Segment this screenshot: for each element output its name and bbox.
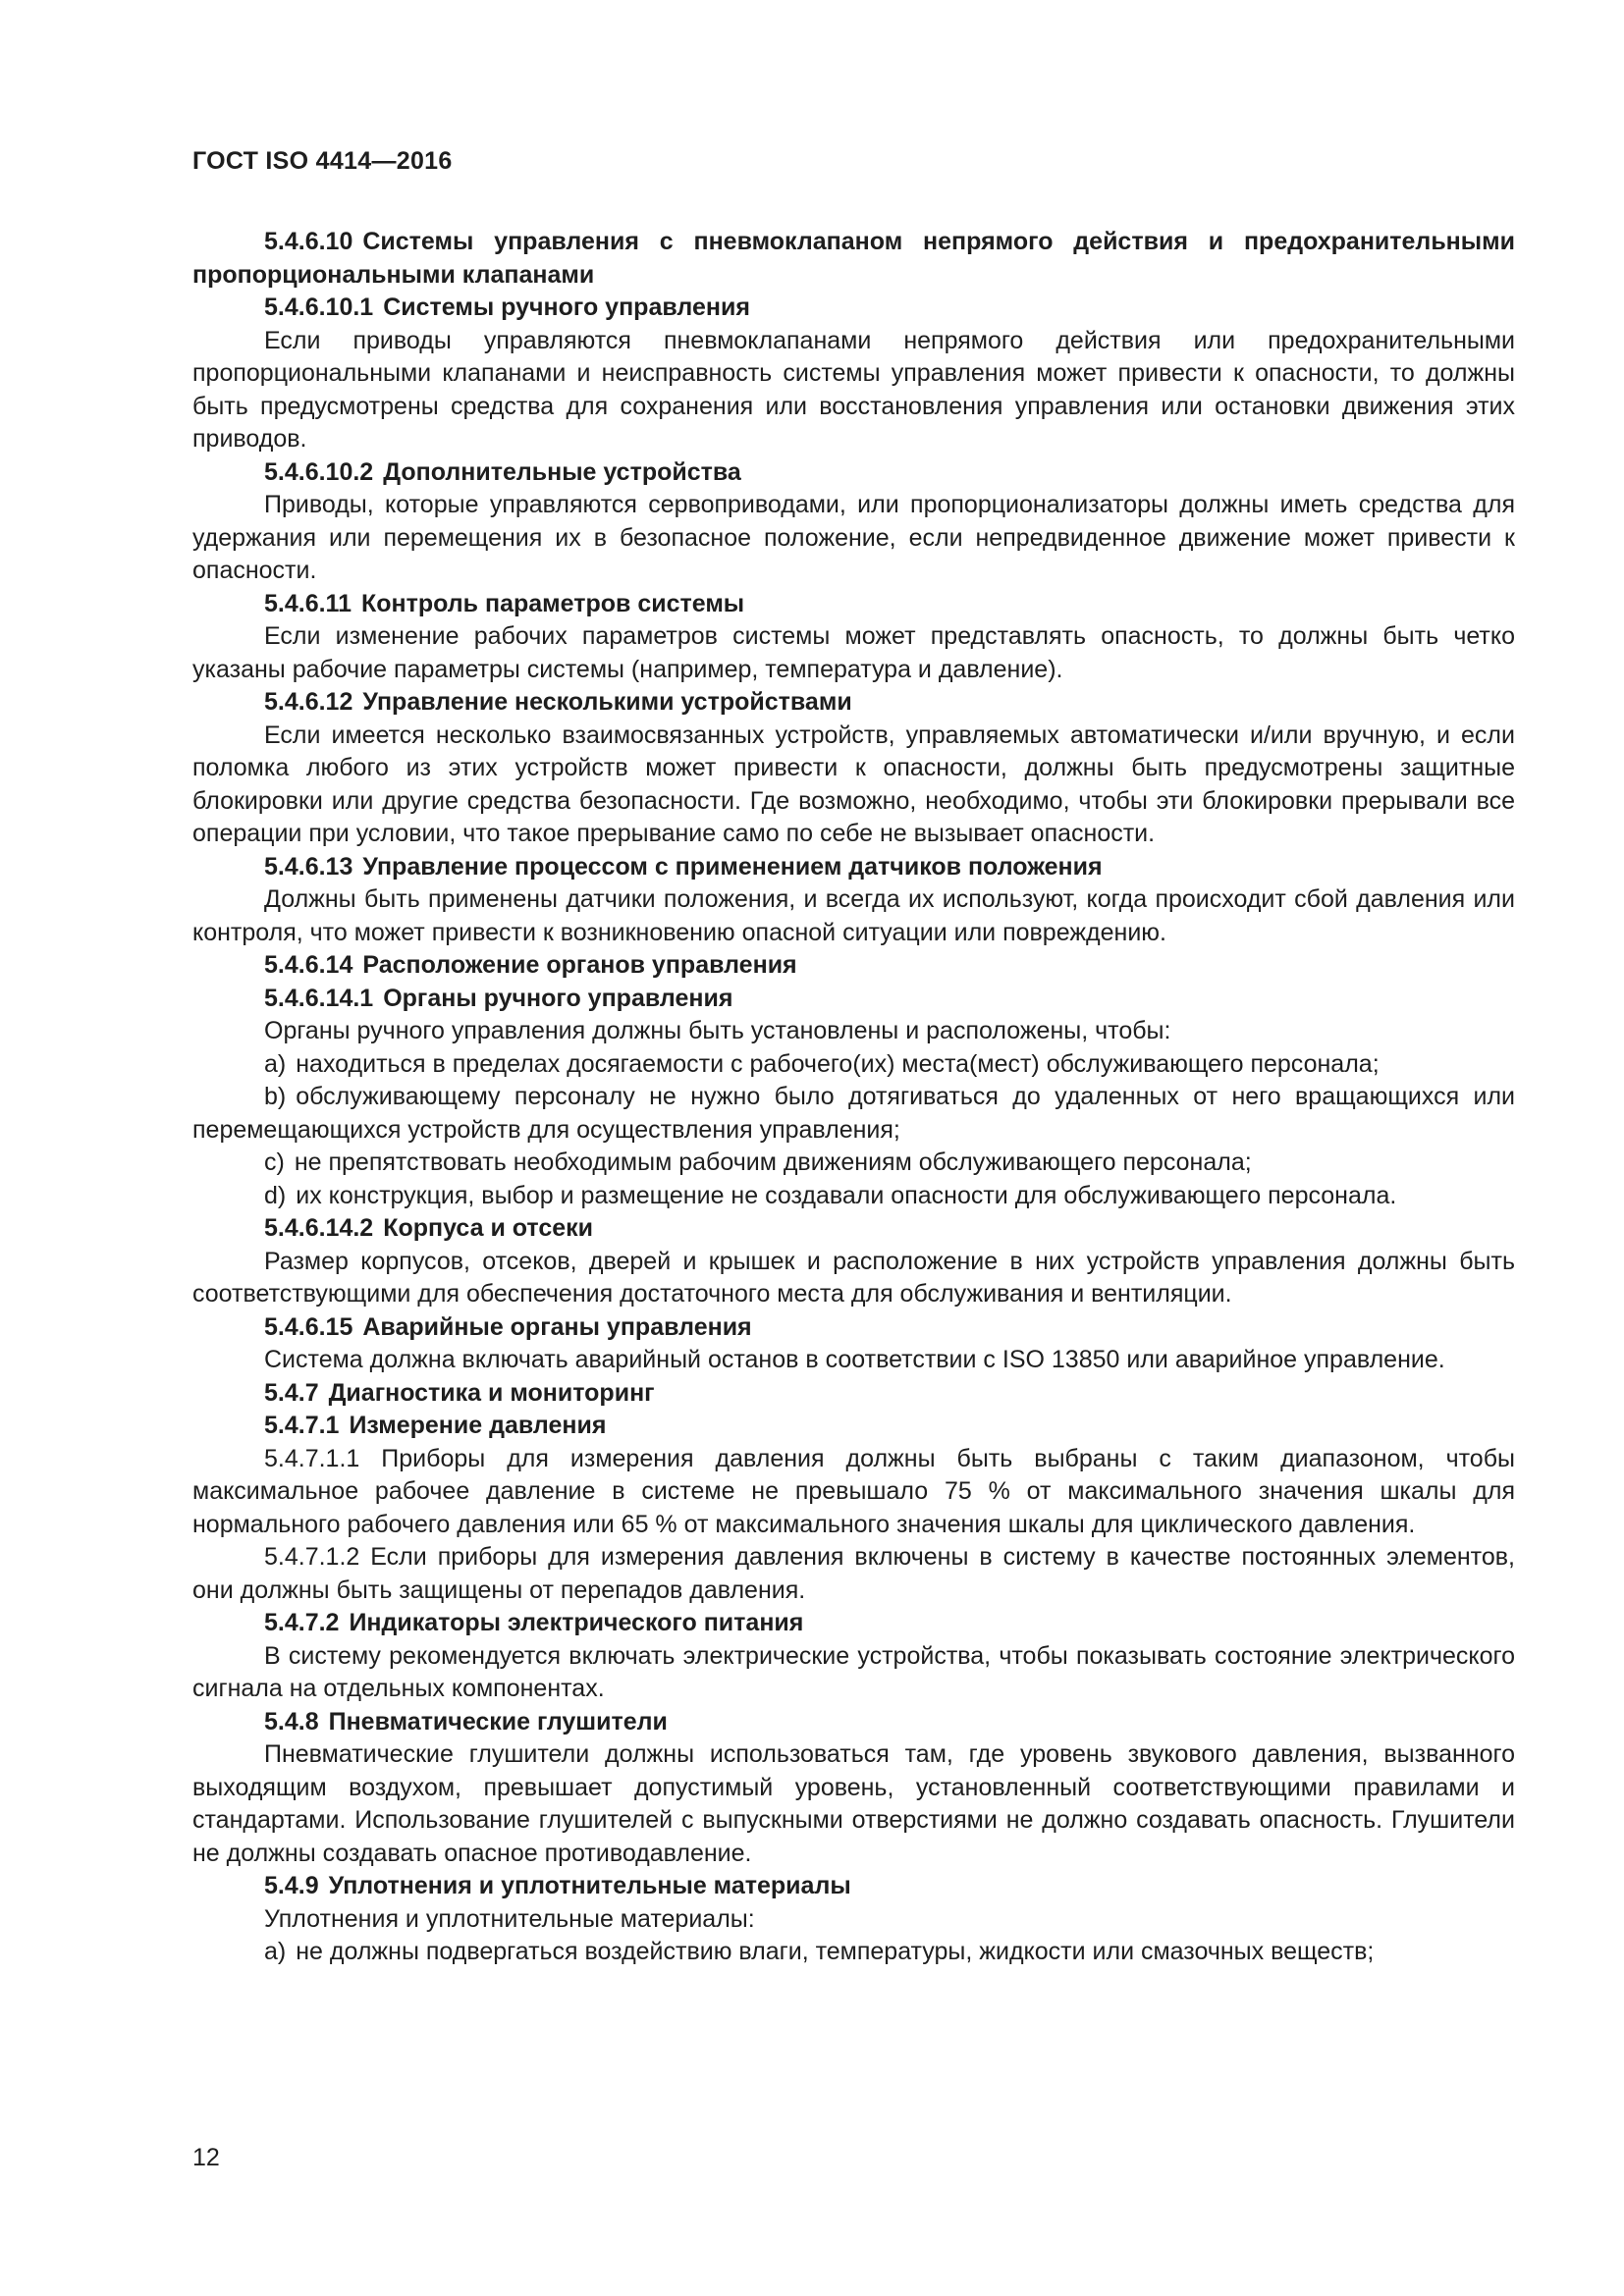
paragraph: Уплотнения и уплотнительные материалы: bbox=[264, 1904, 755, 1933]
section-number: 5.4.9 bbox=[264, 1872, 319, 1899]
section-heading bbox=[192, 949, 1515, 983]
list-item bbox=[192, 1180, 1515, 1213]
section-title: Управление несколькими устройствами bbox=[362, 688, 852, 716]
section-heading bbox=[192, 456, 1515, 490]
paragraph: Если приводы управляются пневмоклапанами непрямого действия или предохранительными пропорциональными клапанами и неисправность системы управления может привести к опасности, то должны быть предусмотрены средства для сохранения или восстановления управления или остановки движения этих приводов. bbox=[192, 326, 1515, 453]
list-marker: c) bbox=[264, 1148, 285, 1176]
section-number: 5.4.6.14.2 bbox=[264, 1214, 374, 1242]
section-title: Расположение органов управления bbox=[362, 951, 797, 979]
section-heading bbox=[192, 226, 1515, 292]
section-title: Корпуса и отсеки bbox=[383, 1214, 594, 1242]
section-title: Уплотнения и уплотнительные материалы bbox=[328, 1872, 851, 1899]
document-body bbox=[192, 226, 1515, 1969]
paragraph: Должны быть применены датчики положения, и всегда их используют, когда происходит сбой давления или контроля, что может привести к возникновению опасной ситуации или повреждению. bbox=[192, 885, 1515, 946]
paragraph: Если изменение рабочих параметров системы может представлять опасность, то должны быть четко указаны рабочие параметры системы (например, температура и давление). bbox=[192, 622, 1515, 683]
section-number: 5.4.7 bbox=[264, 1378, 319, 1407]
paragraph: В систему рекомендуется включать электрические устройства, чтобы показывать состояние электрического сигнала на отдельных компонентах. bbox=[192, 1641, 1515, 1702]
document-header: ГОСТ ISO 4414—2016 bbox=[192, 147, 453, 175]
section-number: 5.4.6.14 bbox=[264, 951, 353, 979]
section-number: 5.4.7.1 bbox=[264, 1412, 340, 1439]
section-heading bbox=[192, 588, 1515, 621]
section-heading bbox=[192, 1870, 1515, 1903]
list-item-text: находиться в пределах досягаемости с рабочего(их) места(мест) обслуживающего персонала; bbox=[296, 1049, 1380, 1078]
section-number: 5.4.8 bbox=[264, 1707, 319, 1735]
section-number: 5.4.7.2 bbox=[264, 1609, 340, 1636]
section-title: Системы ручного управления bbox=[383, 294, 750, 321]
list-item-text: не должны подвергаться воздействию влаги, температуры, жидкости или смазочных веществ; bbox=[296, 1938, 1375, 1965]
section-heading bbox=[192, 292, 1515, 325]
paragraph: Система должна включать аварийный останов в соответствии с ISO 13850 или аварийное управление. bbox=[264, 1346, 1445, 1373]
paragraph: Органы ручного управления должны быть установлены и расположены, чтобы: bbox=[264, 1017, 1171, 1044]
paragraph: Размер корпусов, отсеков, дверей и крышек и расположение в них устройств управления должны быть соответствующими для обеспечения достаточного места для обслуживания и вентиляции. bbox=[192, 1247, 1515, 1308]
list-marker: b) bbox=[264, 1083, 287, 1110]
paragraph: Если имеется несколько взаимосвязанных устройств, управляемых автоматически и/или вручную, и если поломка любого из этих устройств может привести к опасности, должны быть предусмотрены защитные блокировки или другие средства безопасности. Где возможно, необходимо, чтобы эти блокировки прерывали все операции при условии, что такое прерывание само по себе не вызывает опасности. bbox=[192, 721, 1515, 847]
section-heading bbox=[192, 1607, 1515, 1640]
list-item-text: не препятствовать необходимым рабочим движениям обслуживающего персонала; bbox=[294, 1148, 1252, 1176]
section-title: Диагностика и мониторинг bbox=[328, 1378, 655, 1407]
section-heading bbox=[192, 1377, 1515, 1411]
list-item-text: их конструкция, выбор и размещение не создавали опасности для обслуживающего персонала. bbox=[296, 1181, 1397, 1209]
section-heading bbox=[192, 851, 1515, 884]
list-item bbox=[192, 1936, 1515, 1969]
section-number: 5.4.6.15 bbox=[264, 1312, 353, 1341]
paragraph: Пневматические глушители должны использоваться там, где уровень звукового давления, вызванного выходящим воздухом, превышает допустимый уровень, установленный соответствующими правилами и стандартами. Использование глушителей с выпускными отверстиями не должно создавать опасность. Глушители не должны создавать опасное противодавление. bbox=[192, 1740, 1515, 1867]
section-title: Управление процессом с применением датчиков положения bbox=[362, 852, 1103, 881]
list-item bbox=[192, 1081, 1515, 1147]
section-number: 5.4.6.10 bbox=[264, 228, 353, 255]
paragraph: Приводы, которые управляются сервоприводами, или пропорционализаторы должны иметь средства для удержания или перемещения их в безопасное положение, если непредвиденное движение может привести к опасности. bbox=[192, 491, 1515, 584]
page-number: 12 bbox=[192, 2144, 220, 2171]
section-title: Органы ручного управления bbox=[383, 984, 733, 1012]
paragraph: 5.4.7.1.2 Если приборы для измерения давления включены в систему в качестве постоянных элементов, они должны быть защищены от перепадов давления. bbox=[192, 1543, 1515, 1604]
section-title: Дополнительные устройства bbox=[383, 457, 741, 486]
list-item-text: обслуживающему персоналу не нужно было дотягиваться до удаленных от него вращающихся или перемещающихся устройств для осуществления управления; bbox=[192, 1083, 1515, 1144]
section-heading bbox=[192, 983, 1515, 1016]
section-number: 5.4.6.12 bbox=[264, 688, 353, 716]
list-marker: a) bbox=[264, 1938, 287, 1965]
section-heading bbox=[192, 1706, 1515, 1739]
section-heading bbox=[192, 686, 1515, 720]
list-marker: a) bbox=[264, 1049, 287, 1078]
section-title: Системы управления с пневмоклапаном непрямого действия и предохранительными пропорциональными клапанами bbox=[192, 228, 1515, 289]
section-number: 5.4.6.11 bbox=[264, 589, 352, 617]
section-title: Аварийные органы управления bbox=[362, 1312, 752, 1341]
list-marker: d) bbox=[264, 1181, 287, 1209]
section-title: Измерение давления bbox=[349, 1412, 607, 1439]
section-number: 5.4.6.13 bbox=[264, 852, 353, 881]
list-item bbox=[192, 1048, 1515, 1082]
section-title: Пневматические глушители bbox=[328, 1707, 668, 1735]
section-title: Контроль параметров системы bbox=[360, 589, 745, 617]
section-heading bbox=[192, 1311, 1515, 1345]
list-item bbox=[192, 1147, 1515, 1180]
section-heading bbox=[192, 1212, 1515, 1246]
section-number: 5.4.6.10.2 bbox=[264, 457, 374, 486]
section-number: 5.4.6.14.1 bbox=[264, 984, 374, 1012]
paragraph: 5.4.7.1.1 Приборы для измерения давления должны быть выбраны с таким диапазоном, чтобы максимальное рабочее давление в системе не превышало 75 % от максимального значения шкалы для нормального рабочего давления или 65 % от максимального значения шкалы для циклического давления. bbox=[192, 1444, 1515, 1538]
section-title: Индикаторы электрического питания bbox=[349, 1609, 804, 1636]
section-heading bbox=[192, 1410, 1515, 1443]
section-number: 5.4.6.10.1 bbox=[264, 294, 374, 321]
